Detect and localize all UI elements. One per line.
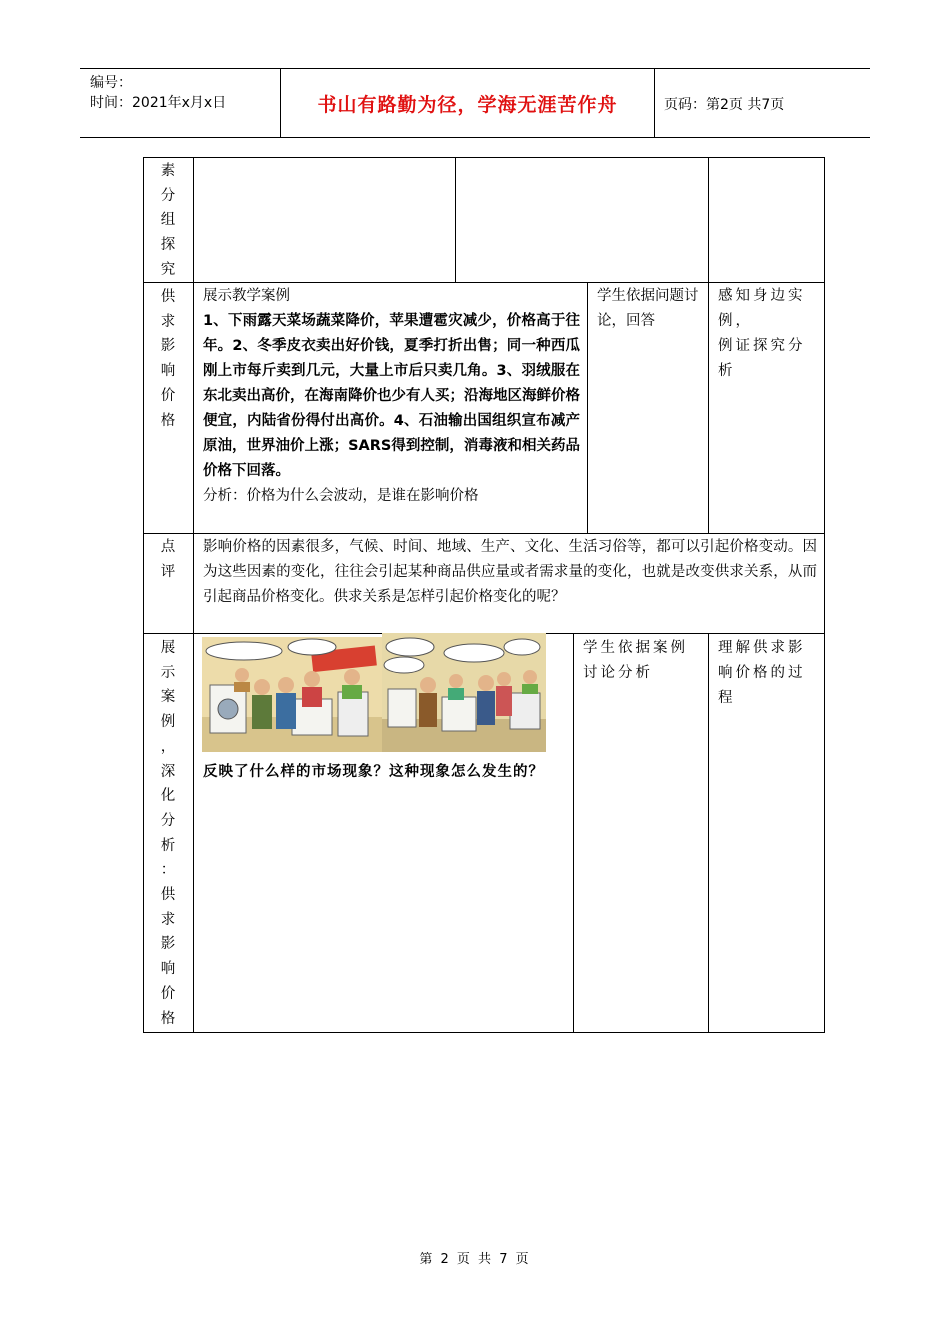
case-title: 展示教学案例 xyxy=(203,288,290,304)
market-cartoon-right xyxy=(382,633,546,752)
table-border xyxy=(573,633,574,1032)
design-intent: 理解供求影响价格的过程 xyxy=(718,640,806,706)
table-border xyxy=(824,157,825,1033)
row-label-group-explore: 素 分 组 探 究 xyxy=(160,163,176,278)
table-border xyxy=(193,157,194,1033)
table-border xyxy=(143,1032,825,1033)
student-activity: 学生依据案例讨论分析 xyxy=(583,640,688,681)
table-border xyxy=(708,157,709,282)
time-label: 时间：2021年x月x日 xyxy=(90,95,227,111)
table-border xyxy=(143,282,825,283)
number-label: 编号： xyxy=(90,75,132,91)
comment-content: 影响价格的因素很多，气候、时间、地域、生产、文化、生活习俗等，都可以引起价格变动。因为这些因素的变化，往往会引起某种商品供应量或者需求量的变化，也就是改变供求关系，从而引起商品价格变化。供求关系是怎样引起价格变化的呢？ xyxy=(203,539,817,605)
page-footer: 第 2 页 共 7 页 xyxy=(419,1252,531,1267)
page-label: 页码：第2页 共7页 xyxy=(664,97,785,113)
student-activity: 学生依据问题讨论，回答 xyxy=(597,288,699,329)
table-border xyxy=(143,533,825,534)
case-examples: 1、下雨露天菜场蔬菜降价，苹果遭雹灾减少，价格高于往年。2、冬季皮衣卖出好价钱，夏季打折出售；同一种西瓜刚上市每斤卖到几元，大量上市后只卖几角。3、羽绒服在东北卖出高价，在海南降价也少有人买；沿海地区海鲜价格便宜，内陆省份得付出高价。4、石油输出国组织宣布减产原油，世界油价上涨；SARS得到控制，消毒液和相关药品价格下回落。 xyxy=(203,313,580,479)
page-header xyxy=(80,68,870,138)
table-border xyxy=(455,157,456,282)
motto: 书山有路勤为径，学海无涯苦作舟 xyxy=(280,69,655,137)
table-border xyxy=(143,157,825,158)
case-content xyxy=(203,284,580,509)
table-border xyxy=(708,633,709,1032)
row-label-comment: 点 评 xyxy=(160,539,176,580)
row-label-supply-demand: 供 求 影 响 价 格 xyxy=(160,289,176,429)
table-border xyxy=(587,282,588,533)
market-cartoon-left xyxy=(202,637,382,752)
table-border xyxy=(708,282,709,533)
design-intent: 感知身边实例， 例证探究分析 xyxy=(718,288,806,379)
row-label-case-analysis: 展 示 案 例 ， 深 化 分 析 ： 供 求 影 响 价 格 xyxy=(160,640,176,1027)
header-left xyxy=(90,73,226,113)
case-analysis: 分析：价格为什么会波动，是谁在影响价格 xyxy=(203,488,479,504)
case-question: 反映了什么样的市场现象？这种现象怎么发生的？ xyxy=(203,764,544,780)
